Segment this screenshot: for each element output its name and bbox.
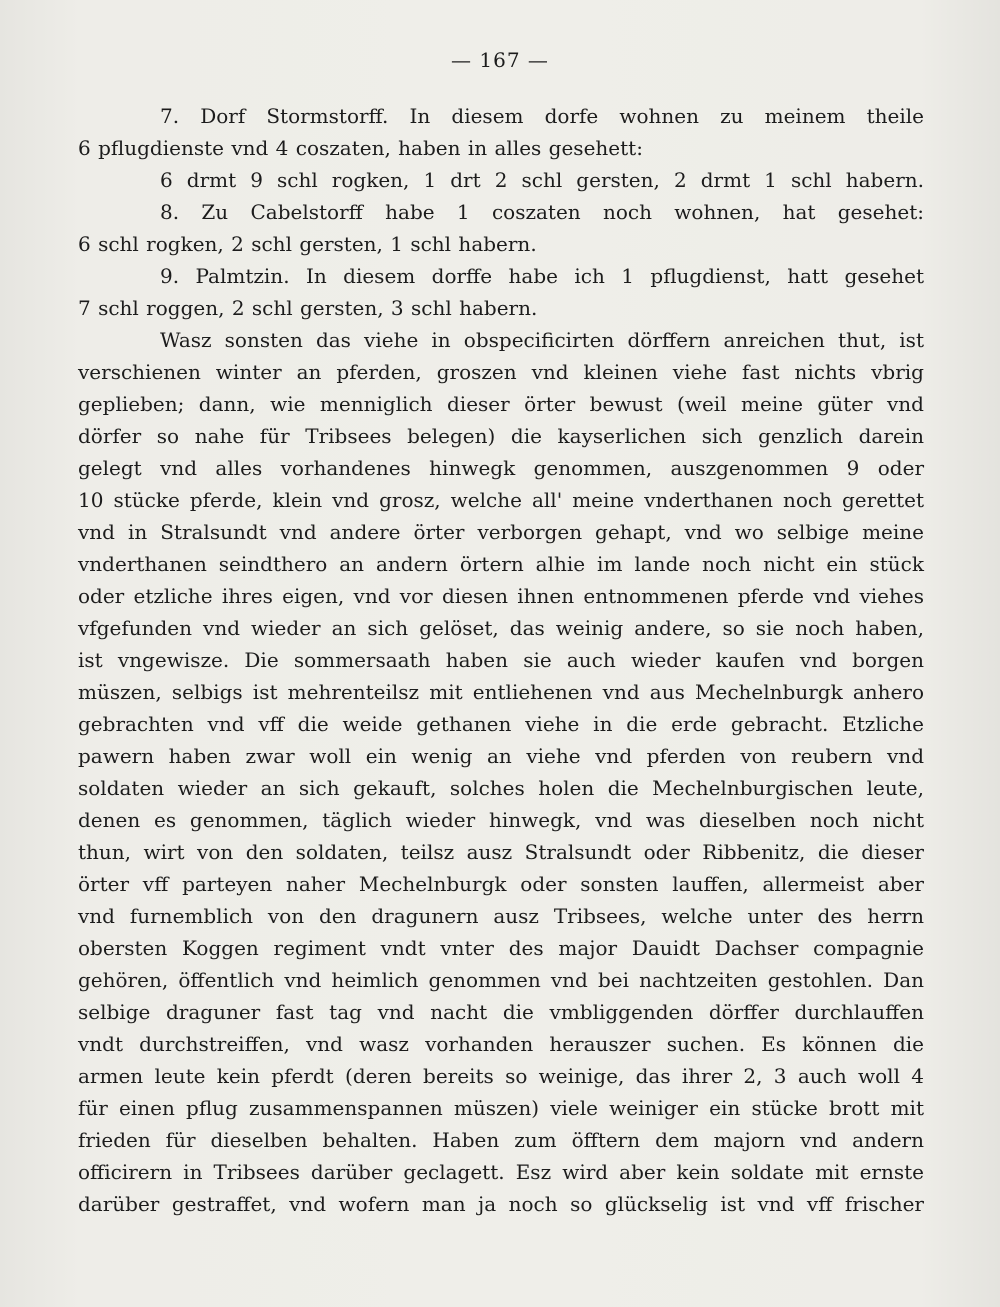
text-line: 6 drmt 9 schl rogken, 1 drt 2 schl gersten, 2 drmt 1 schl habern.	[160, 168, 924, 192]
text-line: gelegt vnd alles vorhandenes hinwegk genommen, auszgenommen 9 oder	[78, 456, 924, 480]
text-line: vfgefunden vnd wieder an sich gelöset, das weinig andere, so sie noch haben,	[78, 616, 924, 640]
text-line: vndt durchstreiffen, vnd wasz vorhanden herauszer suchen. Es können die	[78, 1032, 924, 1056]
text-line: dörfer so nahe für Tribsees belegen) die kayserlichen sich genzlich darein	[78, 424, 924, 448]
text-line: ist vngewisze. Die sommersaath haben sie auch wieder kaufen vnd borgen	[78, 648, 924, 672]
text-line: 9. Palmtzin. In diesem dorffe habe ich 1 pflugdienst, hatt gesehet	[160, 264, 924, 288]
text-line: gehören, öffentlich vnd heimlich genommen vnd bei nachtzeiten gestohlen. Dan	[78, 968, 924, 992]
text-line: geplieben; dann, wie menniglich dieser örter bewust (weil meine güter vnd	[78, 392, 924, 416]
text-line: armen leute kein pferdt (deren bereits so weinige, das ihrer 2, 3 auch woll 4	[78, 1064, 924, 1088]
text-line: oder etzliche ihres eigen, vnd vor diesen ihnen entnommenen pferde vnd viehes	[78, 584, 924, 608]
text-line: vnderthanen seindthero an andern örtern alhie im lande noch nicht ein stück	[78, 552, 924, 576]
text-line: denen es genommen, täglich wieder hinwegk, vnd was dieselben noch nicht	[78, 808, 924, 832]
page-number: — 167 —	[451, 48, 549, 72]
text-line: officirern in Tribsees darüber geclagett. Esz wird aber kein soldate mit ernste	[78, 1160, 924, 1184]
text-line: 6 schl rogken, 2 schl gersten, 1 schl habern.	[78, 232, 537, 256]
text-line: müszen, selbigs ist mehrenteilsz mit entliehenen vnd aus Mechelnburgk anhero	[78, 680, 924, 704]
text-line: darüber gestraffet, vnd wofern man ja noch so glückselig ist vnd vff frischer	[78, 1192, 924, 1216]
text-line: Wasz sonsten das viehe in obspecificirten dörffern anreichen thut, ist	[160, 328, 924, 352]
text-line: 7 schl roggen, 2 schl gersten, 3 schl habern.	[78, 296, 538, 320]
text-line: verschienen winter an pferden, groszen vnd kleinen viehe fast nichts vbrig	[78, 360, 924, 384]
text-line: 7. Dorf Stormstorff. In diesem dorfe wohnen zu meinem theile	[160, 104, 924, 128]
text-line: örter vff parteyen naher Mechelnburgk oder sonsten lauffen, allermeist aber	[78, 872, 924, 896]
text-line: 6 pflugdienste vnd 4 coszaten, haben in alles gesehett:	[78, 136, 643, 160]
text-line: thun, wirt von den soldaten, teilsz ausz Stralsundt oder Ribbenitz, die dieser	[78, 840, 924, 864]
text-line: selbige draguner fast tag vnd nacht die vmbliggenden dörffer durchlauffen	[78, 1000, 924, 1024]
text-line: 10 stücke pferde, klein vnd grosz, welche all' meine vnderthanen noch gerettet	[78, 488, 924, 512]
text-line: vnd in Stralsundt vnd andere örter verborgen gehapt, vnd wo selbige meine	[78, 520, 924, 544]
text-line: obersten Koggen regiment vndt vnter des major Dauidt Dachser compagnie	[78, 936, 924, 960]
text-line: vnd furnemblich von den dragunern ausz Tribsees, welche unter des herrn	[78, 904, 924, 928]
text-line: pawern haben zwar woll ein wenig an viehe vnd pferden von reubern vnd	[78, 744, 924, 768]
text-line: soldaten wieder an sich gekauft, solches holen die Mechelnburgischen leute,	[78, 776, 924, 800]
body-text	[78, 100, 924, 1220]
text-line: für einen pflug zusammenspannen müszen) viele weiniger ein stücke brott mit	[78, 1096, 924, 1120]
text-line: frieden für dieselben behalten. Haben zum öfftern dem majorn vnd andern	[78, 1128, 924, 1152]
text-line: gebrachten vnd vff die weide gethanen viehe in die erde gebracht. Etzliche	[78, 712, 924, 736]
text-line: 8. Zu Cabelstorff habe 1 coszaten noch wohnen, hat gesehet:	[160, 200, 924, 224]
